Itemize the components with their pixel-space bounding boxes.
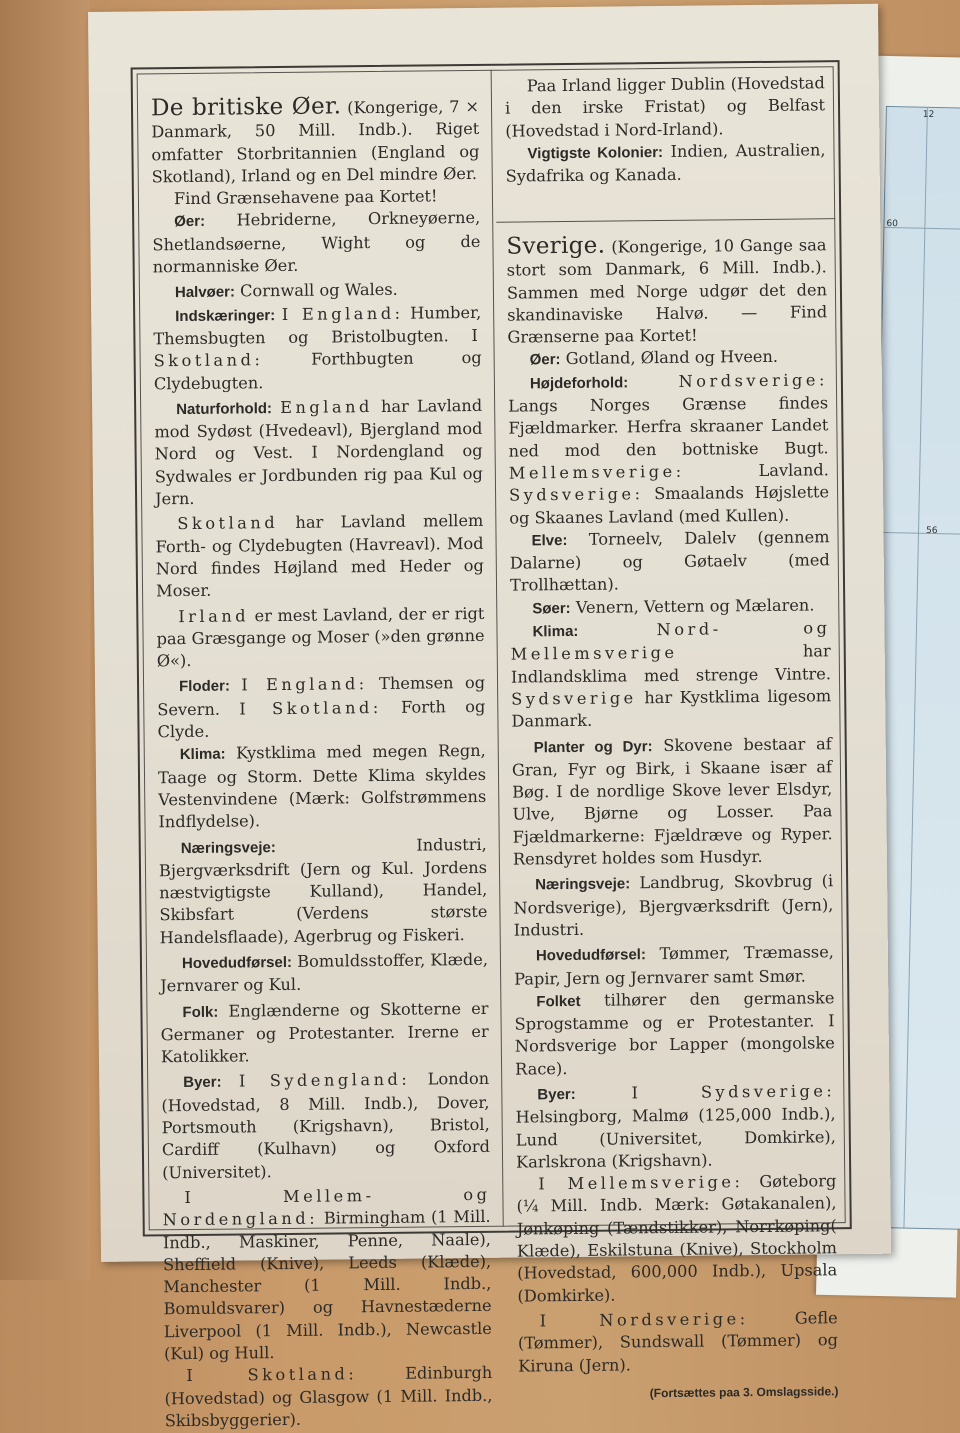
sv-klima-text2: har Kystklima ligesom Danmark. xyxy=(511,686,832,731)
sverige-column xyxy=(506,232,838,1405)
byer-mellemengland-text: Birmingham (1 Mill. Indb., Maskiner, Penne, Naale), Sheffield (Knive), Leeds (Klæde), Manchester (1 Mill. Indb., Bomuldsvarer) og Havnestæderne Liverpool (1 Mill. Indb.), Newcastle (Kul) og Hull. xyxy=(162,1207,492,1364)
klima-nord-mellem: Nord- og Mellemsverige xyxy=(510,618,831,664)
map-tick-label: 56 xyxy=(925,525,938,537)
natur-text2: har Lavland mellem Forth- og Clydebugten (Havreavl). Mod Nord findes Højland med Heder og Moser. xyxy=(155,511,484,601)
floder-text2: Forth og Clyde. xyxy=(157,696,486,742)
kolonier-text: Indien, Australien, Sydafrika og Kanada. xyxy=(505,140,826,186)
hojde-text2: Lavland. xyxy=(758,460,829,480)
sv-byer-nord: I Nordsverige: xyxy=(539,1309,749,1331)
booklet-page xyxy=(88,4,891,1431)
sverige-title: Sverige. xyxy=(506,232,606,260)
continued-note: (Fortsættes paa 3. Omslagsside.) xyxy=(649,1384,839,1401)
folk-label: Folk: xyxy=(182,1003,219,1021)
indsk-label: Indskæringer: xyxy=(175,306,276,325)
klima-syd: Sydsverige xyxy=(511,688,637,709)
floder-label: Floder: xyxy=(178,677,231,696)
natur-irland: Irland xyxy=(178,605,250,626)
britain-intro: (Kongerige, 7 × Danmark, 50 Mill. Indb.). Riget omfatter Storbritannien (England og Skotland), Irland og en Del mindre Øer. xyxy=(151,96,480,187)
sv-klima-text1: har Indlandsklima med strenge Vintre. xyxy=(510,641,832,687)
britain-column xyxy=(151,94,493,1433)
oer-label: Øer: xyxy=(174,213,206,231)
byer-skotland-text: Edinburgh (Hovedstad) og Glasgow (1 Mill. Indb., Skibsbyggerier). xyxy=(164,1363,493,1431)
hovedudfoersel-label: Hovedudførsel: xyxy=(181,953,293,973)
klima-text: Kystklima med megen Regn, Taage og Storm. Dette Klima skyldes Vestenvindene (Mærk: Golfstrømmens Indflydelse). xyxy=(157,741,487,832)
planter-text: Skovene bestaar af Gran, Fyr og Birk, i Skaane især af Bøg. I de nordlige Skove lever Elsdyr, Ulve, Bjørne og Losser. Paa Fjældmarkerne: Fjældræve og Ryper. Rensdyret holdes som Husdyr. xyxy=(511,733,833,869)
sv-byer-syd-text: Helsingborg, Malmø (125,000 Indb.), Lund (Universitet, Domkirke), Karlskrona (Krigshavn). xyxy=(515,1104,836,1172)
oer-text: Hebriderne, Orkneyøerne, Shetlandsøerne, Wight og de normanniske Øer. xyxy=(152,208,481,277)
naering-label: Næringsveje: xyxy=(180,838,276,857)
sv-oer-label: Øer: xyxy=(529,351,561,369)
byer-sydengland-text: London (Hovedstad, 8 Mill. Indb.), Dover, Portsmouth (Krigshavn), Bristol, Cardiff (Kulhavn) og Oxford (Universitet). xyxy=(161,1069,491,1182)
floder-england: I England: xyxy=(241,674,368,695)
elve-label: Elve: xyxy=(531,531,568,550)
sv-naering-label: Næringsveje: xyxy=(535,875,631,894)
hojde-label: Højdeforhold: xyxy=(529,374,629,393)
sv-hoved-text: Tømmer, Træmasse, Papir, Jern og Jernvarer samt Smør. xyxy=(514,942,834,989)
irland-continuation xyxy=(505,72,826,188)
natur-text1: har Lavland mod Sydøst (Hvedeavl), Bjergland mod Nord og Vest. I Nordengland og Sydwales er Jordbunden rig paa Kul og Jern. xyxy=(154,395,483,509)
sv-klima-label: Klima: xyxy=(532,622,579,641)
byer-mellemengland: I Mellem- og Nordengland: xyxy=(162,1184,491,1230)
halvoer-label: Halvøer: xyxy=(174,283,236,302)
soer-text: Venern, Vettern og Mælaren. xyxy=(575,595,815,617)
sv-naering-text: Landbrug, Skovbrug (i Nordsverige), Bjergværksdrift (Jern), Industri. xyxy=(513,871,834,940)
folk-text: Englænderne og Skotterne er Germaner og Protestanter. Irerne er Katolikker. xyxy=(160,998,489,1067)
byer-label: Byer: xyxy=(183,1074,222,1092)
hojde-syd: Sydsverige: xyxy=(508,484,644,505)
natur-text3: er mest Lavland, der er rigt paa Græsgange og Moser (»den grønne Ø«). xyxy=(156,603,485,671)
byer-sydengland: I Sydengland: xyxy=(238,1070,411,1091)
irland-text: Paa Irland ligger Dublin (Hovedstad i den irske Fristat) og Belfast (Hovedstad i Nord-Irland). xyxy=(504,73,826,141)
sv-byer-label: Byer: xyxy=(537,1085,576,1104)
sv-byer-mellem: I Mellemsverige: xyxy=(538,1172,744,1194)
indsk-skotland: I Skotland: xyxy=(153,325,482,371)
table-surface xyxy=(0,0,90,1280)
indsk-england-text: Humber, Themsbugten og Bristolbugten. xyxy=(153,302,482,349)
hojde-mellem: Mellemsverige: xyxy=(508,461,685,483)
sv-byer-nord-text: Gefle (Tømmer), Sundswall (Tømmer) og Kiruna (Jern). xyxy=(517,1308,839,1376)
page-border xyxy=(131,60,852,1431)
kolonier-label: Vigtigste Kolonier: xyxy=(527,143,664,163)
naering-text: Industri, Bjergværksdrift (Jern og Kul. Jordens næstvigtigste Kulland), Handel, Skibsfart (Verdens største Handelsflaade), Agerbrug og Fiskeri. xyxy=(158,834,488,947)
hojde-text1: Langs Norges Grænse findes Fjældmarker. Herfra skraaner Landet ned mod den bottniske Bugt. xyxy=(508,393,829,461)
klima-label: Klima: xyxy=(179,745,226,764)
byer-skotland: I Skotland: xyxy=(186,1364,358,1386)
soer-label: Søer: xyxy=(532,599,571,618)
britain-title: De britiske Øer. xyxy=(150,93,342,122)
planter-label: Planter og Dyr: xyxy=(533,737,653,756)
hovedudfoersel-text: Bomuldsstoffer, Klæde, Jernvarer og Kul. xyxy=(160,949,489,996)
floder-skotland: I Skotland: xyxy=(239,697,382,719)
sverige-intro: (Kongerige, 10 Gange saa stort som Danmark, 6 Mill. Indb.). Sammen med Norge udgør det den skandinaviske Halvø. — Find Grænserne paa Kortet! xyxy=(506,235,828,347)
map-tick-label: 12 xyxy=(922,109,935,120)
natur-england: England xyxy=(280,396,373,417)
folket-text: tilhører den germanske Sprogstamme og er Protestanter. I Nordsverige bor Lapper (mongolske Race). xyxy=(514,988,835,1079)
map-tick-label: 60 xyxy=(886,218,899,230)
floder-text1: Themsen og Severn. xyxy=(157,673,486,720)
sv-byer-mellem-text: Gøteborg (¼ Mill. Indb. Mærk: Gøtakanalen), Jønkøping (Tændstikker), Norrkøping( Klæde), Eskilstuna (Knive), Stockholm (Hovedstad, 600,000 Indb.), Upsala (Domkirke). xyxy=(516,1171,838,1306)
folket-label: Folket xyxy=(536,992,581,1011)
natur-skotland: Skotland xyxy=(177,513,279,534)
britain-find: Find Grænsehavene paa Kortet! xyxy=(173,186,438,209)
indsk-skotland-text: Forthbugten og Clydebugten. xyxy=(153,348,482,393)
indsk-england: I England: xyxy=(281,303,404,324)
sv-hoved-label: Hovedudførsel: xyxy=(535,946,647,965)
halvoer-text: Cornwall og Wales. xyxy=(240,280,398,301)
natur-label: Naturforhold: xyxy=(176,399,273,418)
elve-text: Torneelv, Dalelv (gennem Dalarne) og Gøtaelv (med Trollhættan). xyxy=(509,527,830,596)
sv-byer-syd: I Sydsverige: xyxy=(631,1081,836,1103)
hojde-nord: Nordsverige: xyxy=(678,370,828,391)
sv-oer-text: Gotland, Øland og Hveen. xyxy=(565,347,779,369)
hojde-text3: Smaalands Højslette og Skaanes Lavland (med Kullen). xyxy=(509,482,830,528)
